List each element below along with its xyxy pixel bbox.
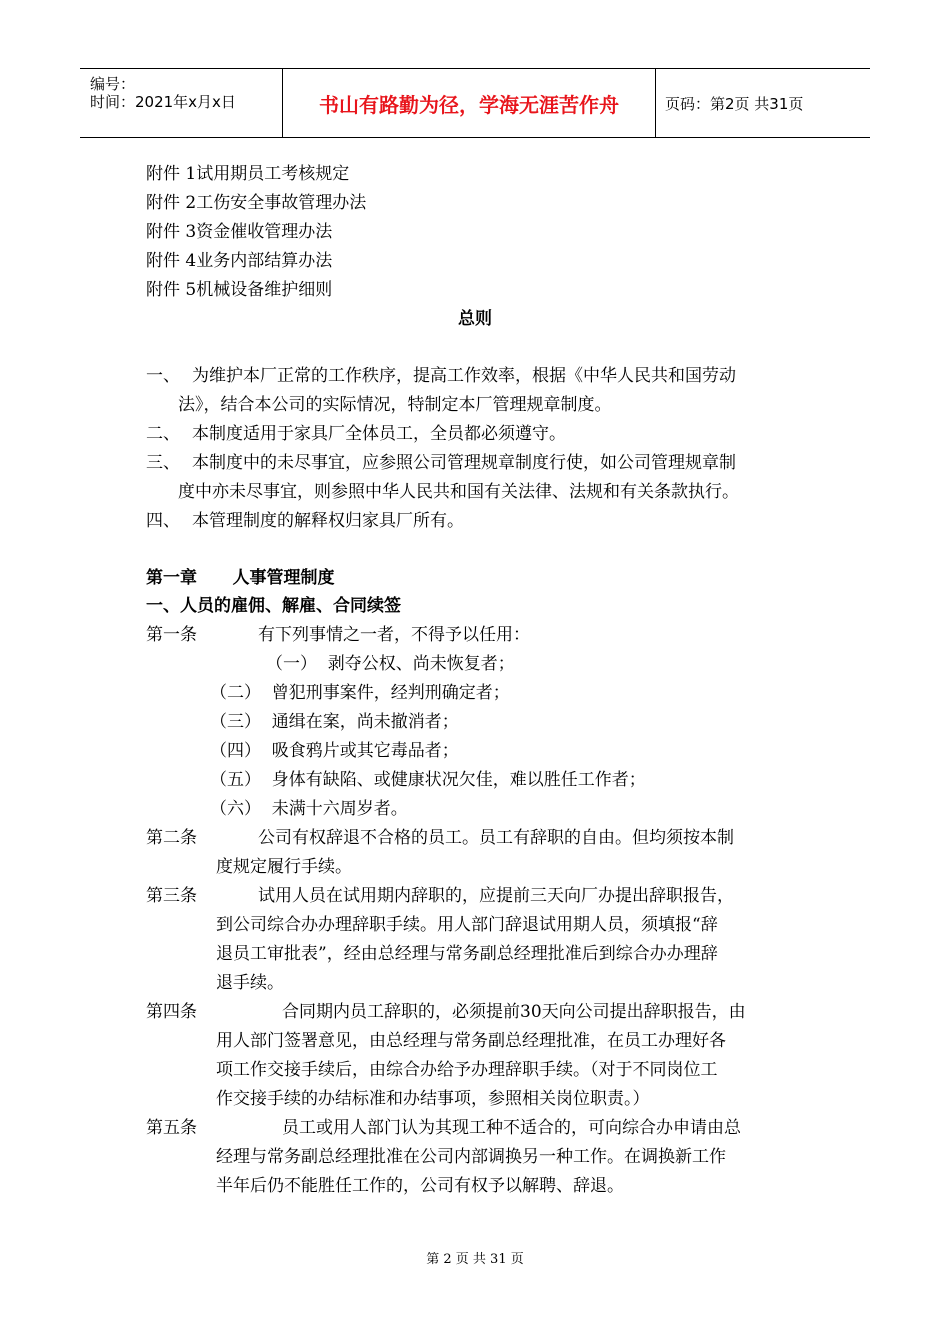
general-clause-number: 一、 <box>146 366 180 386</box>
article-text: 用人部门签署意见，由总经理与常务副总经理批准，在员工办理好各 <box>216 1031 726 1051</box>
general-clause-text: 度中亦未尽事宜，则参照中华人民共和国有关法律、法规和有关条款执行。 <box>178 482 739 502</box>
attachment-item: 附件 5机械设备维护细则 <box>146 280 333 300</box>
article-text: 半年后仍不能胜任工作的，公司有权予以解聘、辞退。 <box>216 1176 624 1196</box>
document-date: 时间：2021年x月x日 <box>90 93 236 111</box>
general-clause-text: 为维护本厂正常的工作秩序，提高工作效率，根据《中华人民共和国劳动 <box>192 366 736 386</box>
article-text: 项工作交接手续后，由综合办给予办理辞职手续。（对于不同岗位工 <box>216 1060 718 1080</box>
page-footer: 第 2 页 共 31 页 <box>426 1252 524 1267</box>
header-page-info: 页码：第2页 共31页 <box>665 94 804 113</box>
general-clause-number: 三、 <box>146 453 180 473</box>
article-number: 第五条 <box>146 1118 197 1138</box>
article-text: 经理与常务副总经理批准在公司内部调换另一种工作。在调换新工作 <box>216 1147 726 1167</box>
document-number-label: 编号： <box>90 75 136 93</box>
chapter-title: 第一章 人事管理制度 <box>146 568 335 588</box>
header-meta-cell <box>80 69 283 137</box>
article-text: 员工或用人部门认为其现工种不适合的，可向综合办申请由总 <box>282 1118 741 1138</box>
general-title: 总则 <box>458 309 492 329</box>
article-text: 有下列事情之一者，不得予以任用： <box>258 625 530 645</box>
condition-item: （一） 剥夺公权、尚未恢复者； <box>266 654 515 674</box>
general-clause-text: 本制度适用于家具厂全体员工，全员都必须遵守。 <box>192 424 566 444</box>
attachment-item: 附件 3资金催收管理办法 <box>146 222 333 242</box>
condition-item: （三） 通缉在案，尚未撤消者； <box>210 712 459 732</box>
attachment-item: 附件 1试用期员工考核规定 <box>146 164 350 184</box>
article-number: 第三条 <box>146 886 197 906</box>
section-title: 一、人员的雇佣、解雇、合同续签 <box>146 596 401 616</box>
document-header <box>80 68 870 138</box>
article-text: 公司有权辞退不合格的员工。员工有辞职的自由。但均须按本制 <box>258 828 734 848</box>
article-number: 第一条 <box>146 625 197 645</box>
article-number: 第四条 <box>146 1002 197 1022</box>
condition-item: （五） 身体有缺陷、或健康状况欠佳，难以胜任工作者； <box>210 770 646 790</box>
article-number: 第二条 <box>146 828 197 848</box>
attachment-item: 附件 4业务内部结算办法 <box>146 251 333 271</box>
condition-item: （四） 吸食鸦片或其它毒品者； <box>210 741 459 761</box>
condition-item: （二） 曾犯刑事案件，经判刑确定者； <box>210 683 510 703</box>
header-motto: 书山有路勤为径，学海无涯苦作舟 <box>283 69 656 137</box>
general-clause-text: 本制度中的未尽事宜，应参照公司管理规章制度行使，如公司管理规章制 <box>192 453 736 473</box>
general-clause-number: 四、 <box>146 511 180 531</box>
article-text: 度规定履行手续。 <box>216 857 352 877</box>
general-clause-text: 法》，结合本公司的实际情况，特制定本厂管理规章制度。 <box>178 395 612 415</box>
condition-item: （六） 未满十六周岁者。 <box>210 799 408 819</box>
general-clause-text: 本管理制度的解释权归家具厂所有。 <box>192 511 464 531</box>
article-text: 试用人员在试用期内辞职的，应提前三天向厂办提出辞职报告， <box>258 886 734 906</box>
article-text: 退手续。 <box>216 973 284 993</box>
article-text: 到公司综合办办理辞职手续。用人部门辞退试用期人员，须填报“辞 <box>216 915 718 935</box>
article-text: 作交接手续的办结标准和办结事项，参照相关岗位职责。） <box>216 1089 650 1109</box>
attachment-item: 附件 2工伤安全事故管理办法 <box>146 193 367 213</box>
article-text: 合同期内员工辞职的，必须提前30天向公司提出辞职报告，由 <box>282 1002 746 1022</box>
general-clause-number: 二、 <box>146 424 180 444</box>
article-text: 退员工审批表”，经由总经理与常务副总经理批准后到综合办办理辞 <box>216 944 718 964</box>
